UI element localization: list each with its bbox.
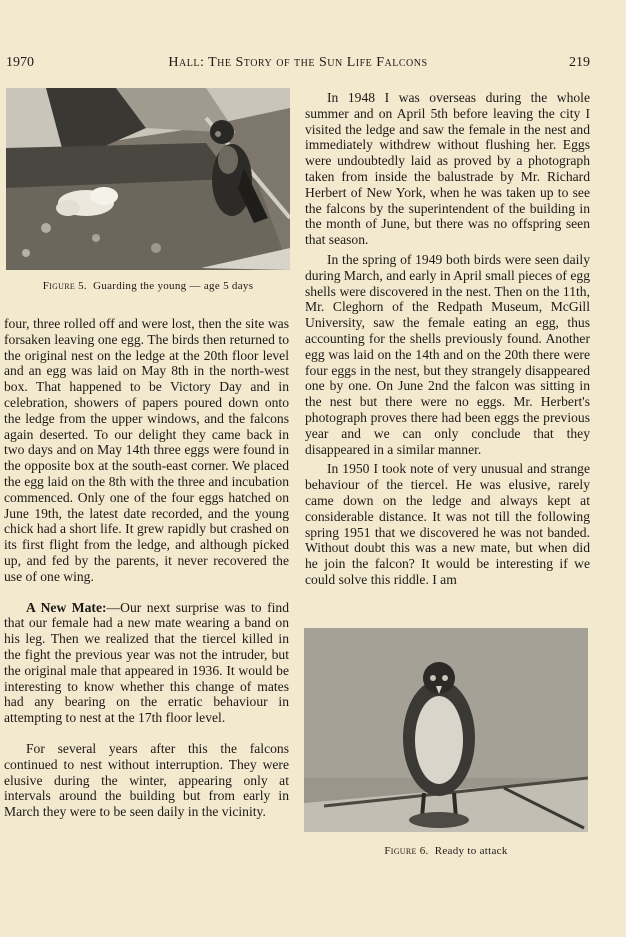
- figure-6-caption-text: Ready to attack: [434, 845, 508, 857]
- right-column: [305, 90, 590, 588]
- right-paragraph-2: In the spring of 1949 both birds were seen daily during March, and early in April small pieces of egg shells were discovered in the nest. Then on the 11th, Mr. Cleghorn of the Redpath Museum, McGill University, saw the female eating an egg, thus accounting for the shells previously found. Another egg was laid on the 14th and on the 20th there were four eggs in the nest, but they strangely disappeared one by one. On June 2nd the falcon was sitting in the nest but there were no eggs. Mr. Herbert's photograph proves there had been eggs the previous year and we can only conclude that they disappeared in a similar manner.: [305, 251, 590, 457]
- photo-falcon-guarding-chicks-icon: [6, 88, 290, 270]
- left-paragraph-2-text: —Our next surprise was to find that our female had a new mate wearing a band on his leg. Then we realized that the tiercel killed in the fight the previous year was not the intruder, but the original male that appeared in 1936. It would be interesting to know whether this change of mates had any bearing on the erratic behaviour in attempting to nest at the 17th floor level.: [4, 599, 290, 726]
- right-paragraph-1: In 1948 I was overseas during the whole summer and on April 5th before leaving the city I visited the ledge and saw the female in the nest and immediately withdrew without flushing her. Eggs were undoubtedly laid as proved by a photograph taken from inside the balustrade by Mr. Richard Herbert of New York, when he was taken up to see the falcons by the superintendent of the building in the month of June, but there was no offspring seen that season.: [305, 90, 590, 248]
- left-page-number: 1970: [6, 55, 34, 70]
- left-column: [4, 316, 289, 820]
- left-paragraph-1: four, three rolled off and were lost, then the site was forsaken leaving one egg. The birds then returned to the original nest on the ledge at the 20th floor level and an egg was laid on May 8th in the north-west box. That happened to be Victory Day and in celebration, showers of papers poured down onto the ledge from the upper windows, and the falcons again deserted. To our delight they came back in two days and on May 14th three eggs were found in the opposite box at the south-east corner. We placed the egg laid on the 8th with the three and incubation commenced. Only one of the four eggs hatched on June 19th, the latest date recorded, and the young chick had a short life. It grew rapidly but crashed on its first flight from the ledge, and although picked up, and fed by the parents, it never recovered the use of one wing.: [4, 316, 289, 584]
- running-title: Hall: The Story of the Sun Life Falcons: [168, 55, 428, 70]
- left-paragraph-3: For several years after this the falcons continued to nest without interruption. They were elusive during the winter, appearing only at intervals around the building but from early in March they were to be seen daily in the vicinity.: [4, 740, 289, 820]
- running-head: [6, 55, 590, 73]
- figure-5-caption: [6, 280, 290, 292]
- page-number: 219: [569, 55, 590, 70]
- figure-6-label: Figure 6.: [384, 845, 429, 857]
- figure-6-caption: [304, 845, 588, 857]
- figure-5-label: Figure 5.: [42, 280, 87, 292]
- left-paragraph-2: [4, 600, 289, 726]
- photo-falcon-perched-icon: [304, 628, 588, 832]
- figure-5-caption-text: Guarding the young — age 5 days: [93, 280, 254, 292]
- section-runin-heading: A New Mate:: [26, 599, 107, 615]
- right-paragraph-3: In 1950 I took note of very unusual and strange behaviour of the tiercel. He was elusive, rarely came down on the ledge and always kept at considerable distance. It was not till the following spring 1951 that we discovered he was not banded. Without doubt this was a new mate, but when did he join the falcon? It would be interesting if we could solve this riddle. I am: [305, 461, 590, 587]
